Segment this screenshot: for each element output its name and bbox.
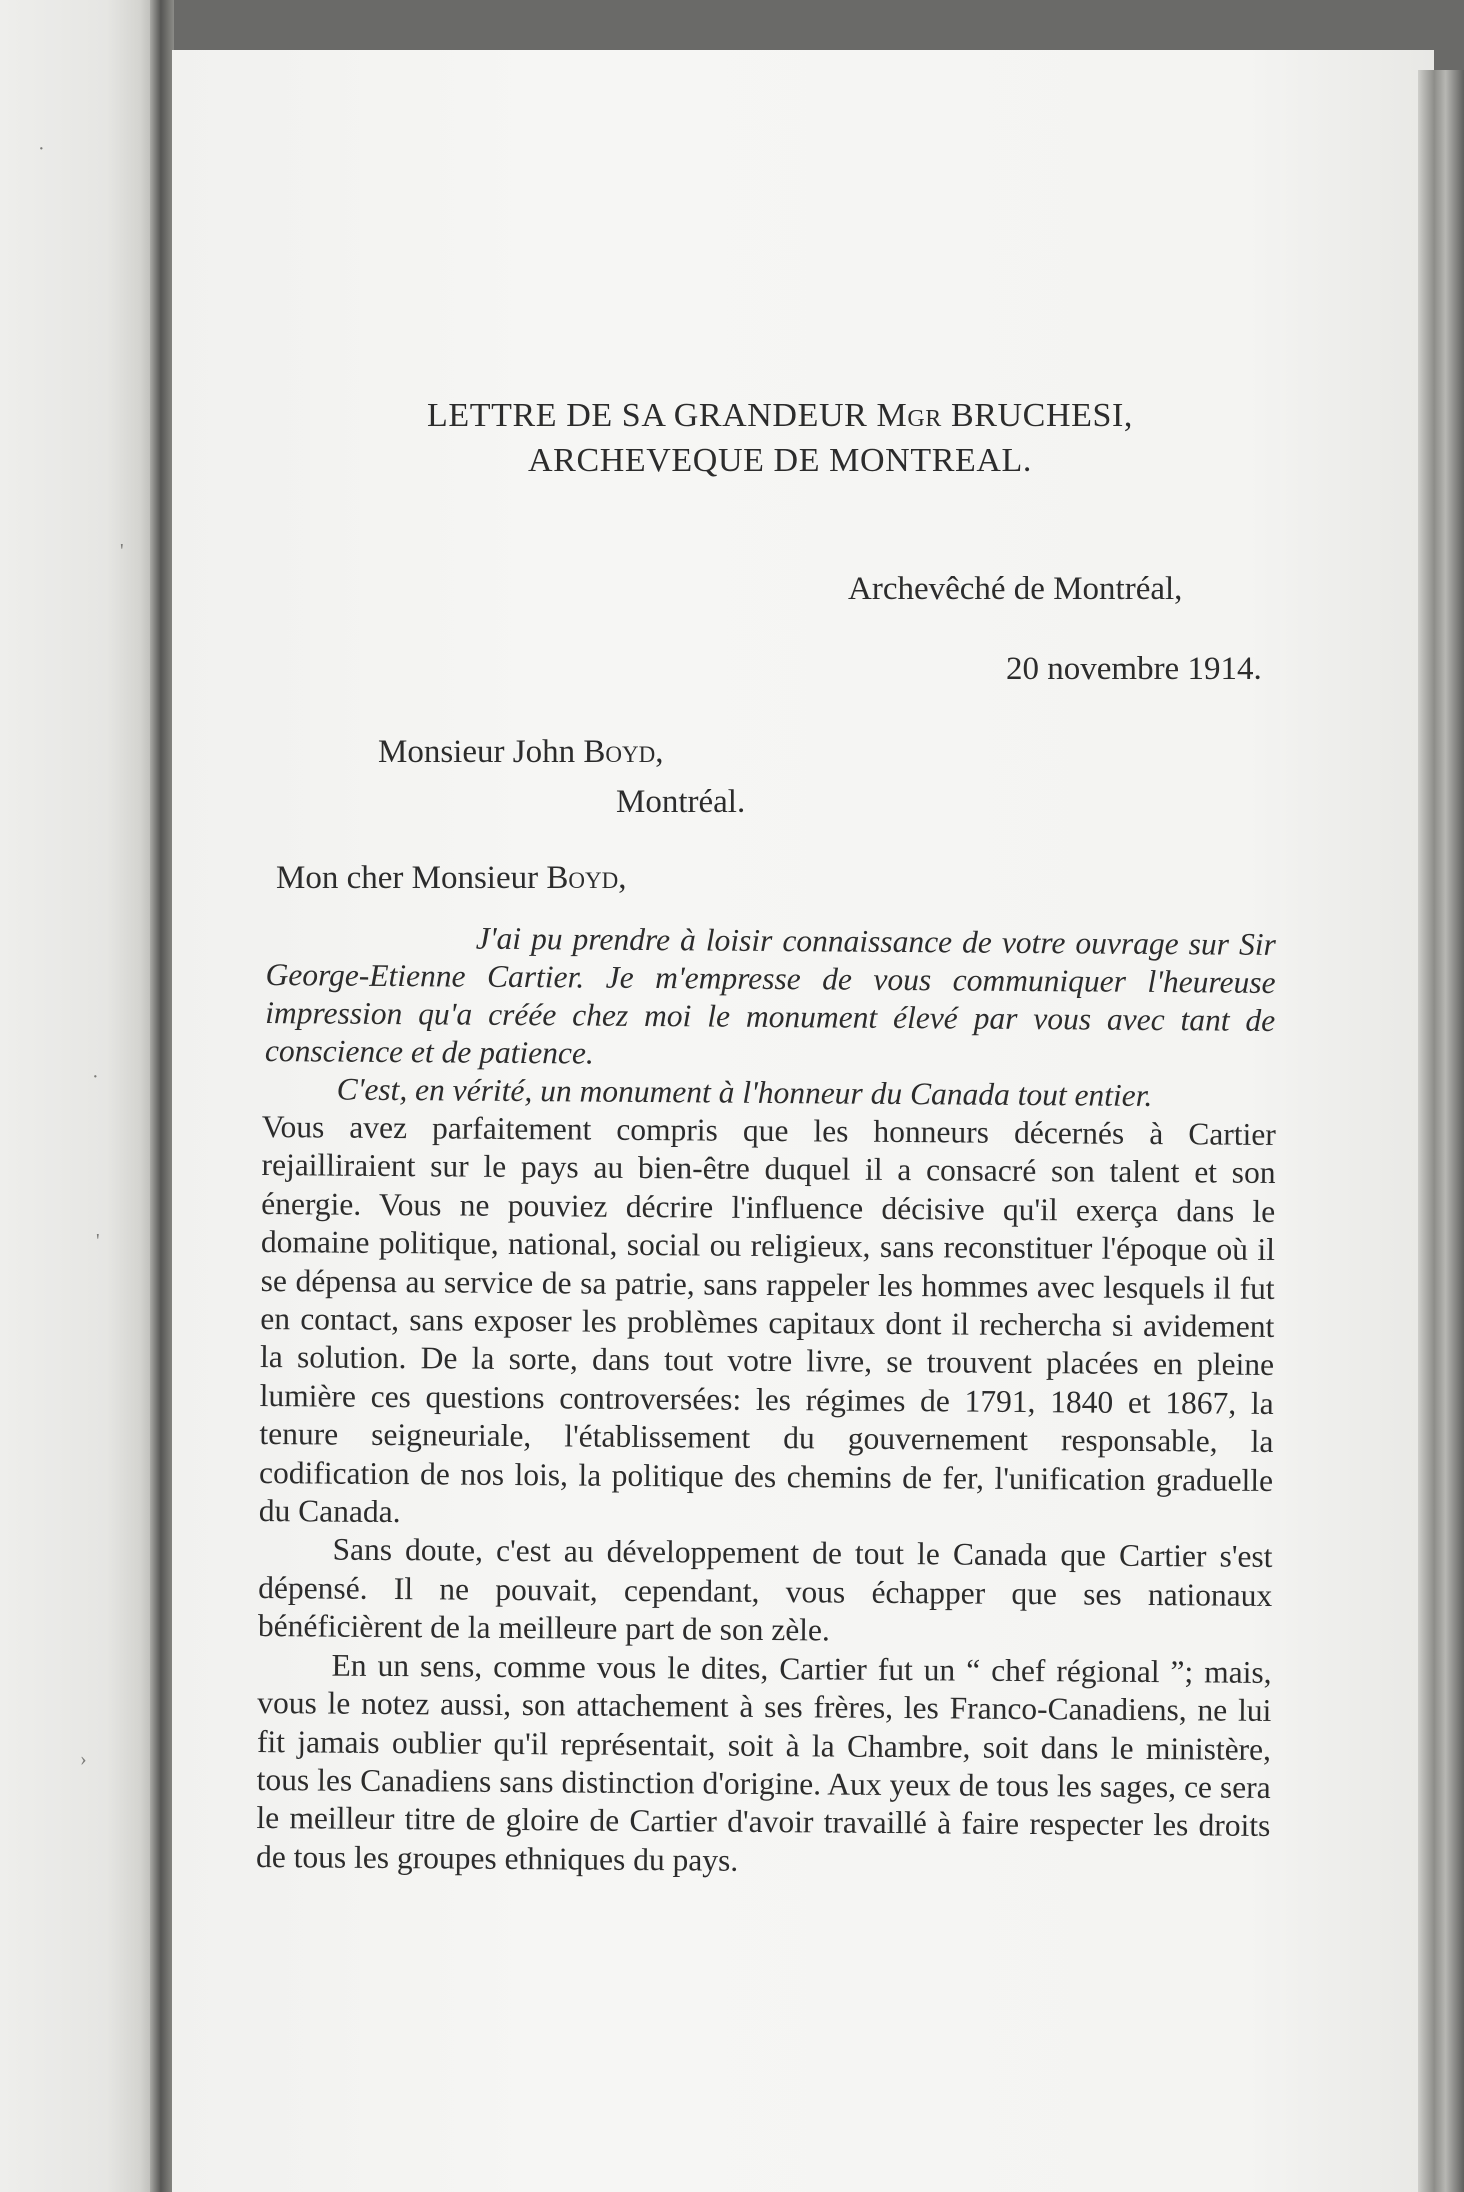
left-page-margin — [0, 0, 152, 2192]
book-gutter — [150, 0, 174, 2192]
margin-mark: › — [80, 1748, 87, 1770]
paragraph-1: J'ai pu prendre à loisir connaissance de votre ouvrage sur Sir George-Etienne Cartier. Je m'empresse de vous communiquer l'heureuse impression qu'a créée chez moi le monument élevé par vous avec tant de conscience et de patience. — [264, 920, 1276, 1071]
addressee-city: Montréal. — [616, 784, 746, 820]
paragraph-2: Vous avez parfaitement compris que les honneurs décernés à Cartier rejailliraient sur le pays au bien-être duquel il a consacré son talent et son énergie. Vous ne pouviez décrire l'influence décisive qu'il exerça dans le domaine politique, national, social ou religieux, sans reconstituer l'époque où il se dépensa au service de sa patrie, sans rappeler les hommes avec lesquels il fut en contact, sans exposer les problèmes capitaux dont il rechercha si avidement la solution. De la sorte, dans tout votre livre, se trouvent placées en pleine lumière ces questions controversées: les régimes de 1791, 1840 et 1867, la tenure seigneuriale, l'établissement du gouvernement responsable, la codification de nos lois, la politique des chemins de fer, l'unification graduelle du Canada. — [258, 1109, 1276, 1530]
addressee-prefix: Monsieur John — [378, 734, 584, 770]
salutation-name: Boyd — [546, 860, 619, 896]
heading-line-2: ARCHEVEQUE DE MONTREAL. — [528, 442, 1032, 479]
addressee-name: Boyd — [583, 734, 656, 770]
salutation — [276, 860, 626, 897]
salutation-suffix: , — [618, 860, 627, 896]
paragraph-4: En un sens, comme vous le dites, Cartier fut un “ chef régional ”; mais, vous le notez aussi, son attachement à ses frères, les Franco-Canadiens, ne lui fit jamais oublier qu'il représentait, soit à la Chambre, soit dans le ministère, tous les Canadiens sans distinction d'origine. Aux yeux de tous les sages, ce sera le meilleur titre de gloire de Cartier d'avoir travaillé à faire respecter les droits de tous les groupes ethniques du pays. — [255, 1647, 1272, 1878]
heading-text: BRUCHESI, — [941, 397, 1134, 434]
addressee — [378, 734, 663, 771]
paragraph-2-italic: C'est, en vérité, un monument à l'honneur du Canada tout entier. — [336, 1071, 1153, 1113]
margin-mark: ' — [120, 540, 124, 562]
italic-opening — [265, 918, 1276, 1116]
letter-body — [256, 1108, 1276, 1884]
margin-mark: ' — [96, 1230, 100, 1252]
heading-text: LETTRE DE SA GRANDEUR — [426, 397, 877, 434]
heading-title-abbrev: Mgr — [876, 397, 942, 434]
letter-date: 20 novembre 1914. — [1006, 651, 1262, 687]
page-edge — [1418, 70, 1464, 2192]
paragraph-3: Sans doute, c'est au développement de tout le Canada que Cartier s'est dépensé. Il ne pouvait, cependant, vous échapper que ses nationaux bénéficièrent de la meilleure part de son zèle. — [257, 1532, 1273, 1648]
margin-mark: · — [92, 1066, 99, 1088]
salutation-prefix: Mon cher Monsieur — [276, 860, 547, 896]
heading-line-1 — [300, 393, 1260, 438]
letter-heading — [300, 393, 1260, 483]
letter-place: Archevêché de Montréal, — [848, 571, 1183, 607]
margin-mark: · — [38, 138, 45, 160]
addressee-suffix: , — [655, 734, 664, 770]
